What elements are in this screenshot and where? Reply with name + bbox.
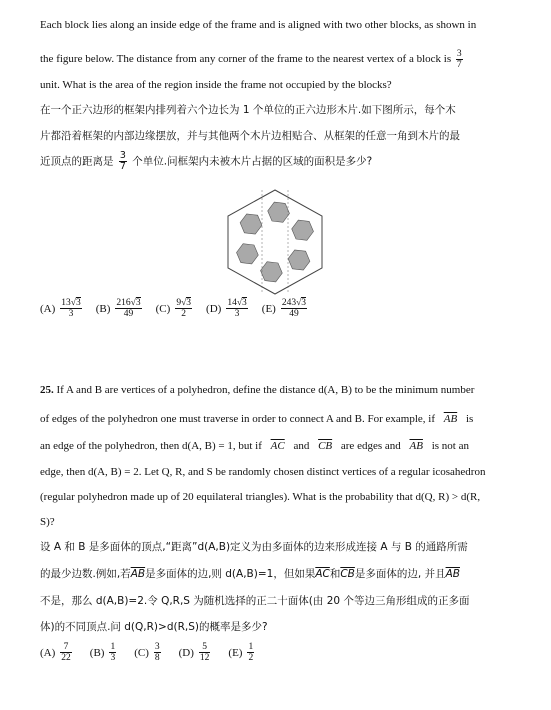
p24-en-line3: unit. What is the area of the region inside the frame not occupied by the blocks? xyxy=(40,79,392,91)
p25-choice xyxy=(134,642,162,663)
p25-en-line1 xyxy=(40,383,474,397)
fraction-numerator xyxy=(226,298,247,309)
hexagon-blocks xyxy=(237,202,314,282)
fraction-numerator: 7 xyxy=(60,642,72,653)
hexagon-block xyxy=(240,214,262,234)
choice-label: (D) xyxy=(206,302,222,315)
fraction-denominator: 22 xyxy=(61,653,71,663)
choice-fraction xyxy=(226,298,247,319)
fraction-denominator: 49 xyxy=(123,309,134,319)
fraction-denominator: 12 xyxy=(199,653,210,663)
choice-label: (B) xyxy=(95,302,111,315)
fraction-numerator xyxy=(175,298,192,309)
p24-cn-line3-part1: 近顶点的距离是 xyxy=(40,155,114,168)
hexagon-block xyxy=(237,244,259,264)
fraction-denominator: 3 xyxy=(110,653,116,663)
p24-cn-line3 xyxy=(40,151,372,172)
fraction-denominator: 3 xyxy=(234,309,240,319)
p25-cn-line2a: 的最少边数.例如,若 xyxy=(40,568,131,580)
fraction-numerator xyxy=(281,298,307,309)
fraction-numerator: 1 xyxy=(110,642,116,652)
choice-label: (E) xyxy=(228,646,243,659)
choice-label: (B) xyxy=(89,646,105,659)
p25-cn-line2c: 和 xyxy=(329,568,341,580)
fraction-numerator xyxy=(115,298,141,309)
p25-choice xyxy=(40,642,74,663)
p25-choice xyxy=(90,642,118,663)
radical-sign: √ xyxy=(130,298,136,308)
p25-en-line2b: is xyxy=(465,413,474,425)
hexagon-frame-figure xyxy=(225,188,325,296)
segment-ac: $\overline{AC}$ xyxy=(315,568,330,580)
choice-fraction xyxy=(60,298,81,319)
p25-en-line3d: is not an xyxy=(431,440,469,452)
radical-coefficient: 13 xyxy=(61,298,71,308)
choice-fraction xyxy=(199,642,211,663)
fraction-denominator: 7 xyxy=(456,60,462,70)
segment-ab: $\overline{AB}$ xyxy=(445,568,460,580)
fraction-numerator: 1 xyxy=(248,642,254,652)
radical-sign: √ xyxy=(296,298,302,308)
choice-label: (C) xyxy=(134,646,149,659)
radical-coefficient: 14 xyxy=(227,298,237,308)
segment-ab: $\overline{AB}$ xyxy=(409,440,423,452)
p24-choice xyxy=(262,298,309,319)
choice-fraction xyxy=(247,642,254,663)
p24-en-line2 xyxy=(40,49,465,70)
segment-ab: $\overline{AB}$ xyxy=(130,568,146,580)
p24-cn-line3-part2: 个单位.问框架内未被木片占据的区域的面积是多少? xyxy=(132,155,373,168)
p24-answer-choices xyxy=(40,298,321,319)
choice-label: (A) xyxy=(40,646,56,659)
fraction-numerator: 3 xyxy=(119,150,126,161)
fraction-denominator: 8 xyxy=(154,653,160,663)
radical-sign: √ xyxy=(70,298,76,308)
p25-choice xyxy=(179,642,213,663)
p24-choice xyxy=(156,298,194,319)
segment-ac: $\overline{AC}$ xyxy=(270,440,285,452)
choice-fraction xyxy=(109,642,116,663)
hexagon-block xyxy=(261,262,283,282)
p25-en-line3b: and xyxy=(293,440,310,452)
segment-cb: $\overline{CB}$ xyxy=(318,440,333,452)
radical-coefficient: 243 xyxy=(281,298,297,308)
radicand: 3 xyxy=(242,298,247,308)
fraction-denominator: 7 xyxy=(119,161,126,172)
p24-en-line2-text: the figure below. The distance from any corner of the frame to the nearest vertex of a block is xyxy=(40,53,452,66)
choice-fraction xyxy=(154,642,161,663)
p25-cn-line2 xyxy=(40,567,460,581)
p24-cn-line1: 在一个正六边形的框架内排列着六个边长为 1 个单位的正六边形木片.如下图所示，每个木 xyxy=(40,104,456,116)
hexagon-block xyxy=(268,202,290,222)
fraction-denominator: 49 xyxy=(289,309,299,319)
hexagon-block xyxy=(288,250,310,270)
p24-en-line1: Each block lies along an inside edge of the frame and is aligned with two other blocks, as shown in xyxy=(40,19,477,31)
p25-en-line5: (regular polyhedron made up of 20 equilateral triangles). What is the probability that d(Q, R) > d(R, xyxy=(40,491,481,503)
radical-sign: √ xyxy=(181,298,187,308)
p25-en-line3a: an edge of the polyhedron, then d(A, B) = 1, but if xyxy=(40,440,262,452)
choice-fraction xyxy=(281,298,307,319)
p24-choice xyxy=(40,298,84,319)
choice-fraction xyxy=(115,298,141,319)
radical-sign: √ xyxy=(236,298,243,308)
choice-label: (E) xyxy=(261,302,276,315)
radicand: 3 xyxy=(301,298,307,308)
p24-cn-line2: 片都沿着框架的内部边缘摆放，并与其他两个木片边相贴合、从框架的任意一角到木片的最 xyxy=(40,130,460,142)
p25-cn-line2d: 是多面体的边, 并且 xyxy=(354,568,446,580)
segment-cb: $\overline{CB}$ xyxy=(340,568,355,580)
p25-en-line6: S)? xyxy=(40,516,55,528)
p25-cn-line3: 不是，那么 d(A,B)=2.令 Q,R,S 为随机选择的正二十面体(由 20 个等边三角形组成的正多面 xyxy=(40,595,470,607)
p25-en-line2 xyxy=(40,412,473,426)
p25-en-line2a: of edges of the polyhedron one must traverse in order to connect A and B. For example, if xyxy=(40,413,435,425)
choice-label: (C) xyxy=(155,302,171,315)
fraction-denominator: 2 xyxy=(181,309,187,319)
radical-coefficient: 9 xyxy=(176,298,182,308)
fraction-numerator xyxy=(60,298,81,309)
fraction-numerator: 5 xyxy=(199,642,211,653)
fraction-numerator: 3 xyxy=(456,49,462,59)
p25-en-line3 xyxy=(40,439,469,453)
fraction-denominator: 3 xyxy=(68,309,74,319)
radicand: 3 xyxy=(135,298,141,308)
p24-choice xyxy=(96,298,144,319)
radicand: 3 xyxy=(76,298,81,308)
fraction-numerator: 3 xyxy=(154,642,160,652)
p24-cn-fraction xyxy=(119,151,127,172)
choice-label: (A) xyxy=(40,302,56,315)
p25-answer-choices xyxy=(40,642,272,663)
p25-cn-line2b: 是多面体的边,则 d(A,B)=1，但如果 xyxy=(145,568,316,580)
choice-fraction xyxy=(60,642,72,663)
fraction-denominator: 2 xyxy=(248,653,254,663)
choice-fraction xyxy=(175,298,192,319)
p25-cn-line4: 体)的不同顶点.问 d(Q,R)>d(R,S)的概率是多少? xyxy=(40,621,268,633)
p25-en-line4: edge, then d(A, B) = 2. Let Q, R, and S be randomly chosen distinct vertices of a regular icosahedron xyxy=(40,466,486,478)
hexagon-block xyxy=(292,220,314,240)
p25-choice xyxy=(228,642,256,663)
p25-cn-line1: 设 A 和 B 是多面体的顶点,“距离”d(A,B)定义为由多面体的边来形成连接 A 与 B 的通路所需 xyxy=(40,541,468,553)
p24-en-fraction xyxy=(456,49,463,70)
p25-en-line1-text: If A and B are vertices of a polyhedron, define the distance d(A, B) to be the minimum number xyxy=(53,384,475,396)
radical-coefficient: 216 xyxy=(116,298,131,308)
p24-choice xyxy=(206,298,250,319)
radicand: 3 xyxy=(186,298,192,308)
choice-label: (D) xyxy=(178,646,194,659)
p25-number: 25. xyxy=(40,384,54,396)
p25-en-line3c: are edges and xyxy=(340,440,401,452)
segment-ab: $\overline{AB}$ xyxy=(443,413,458,425)
